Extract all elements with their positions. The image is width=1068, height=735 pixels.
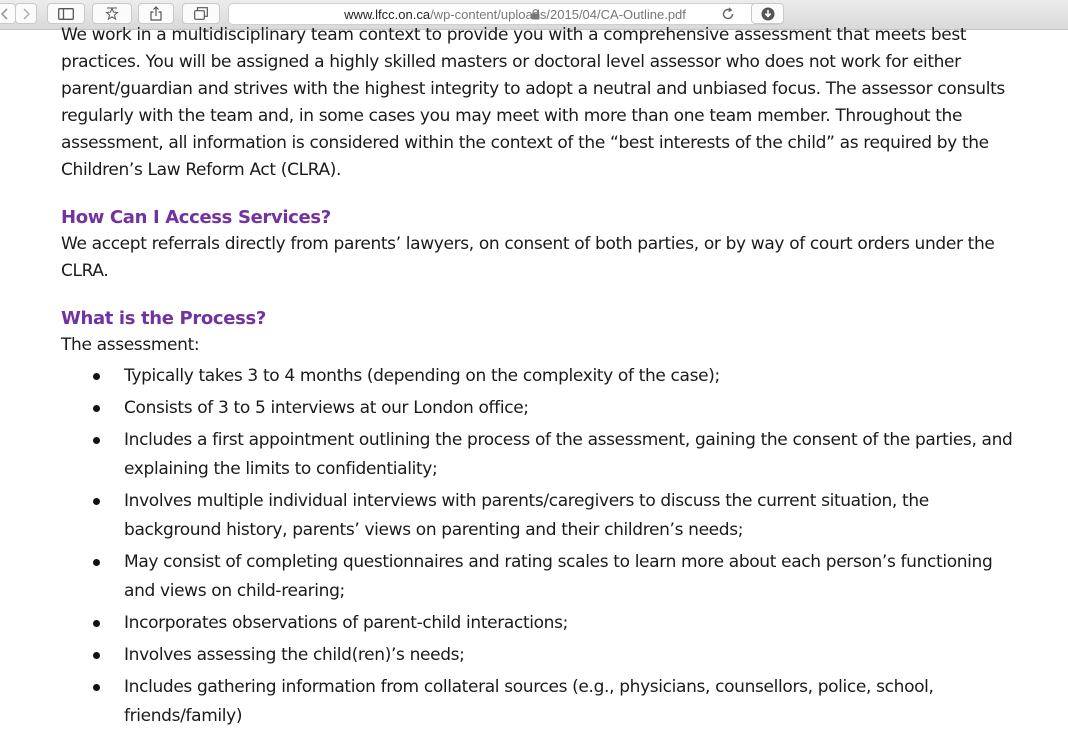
process-lead: The assessment: [61, 335, 200, 355]
url-path: /wp-content/uploads/2015/04/CA-Outline.pdf [430, 7, 686, 22]
section-heading-access: How Can I Access Services? [61, 207, 331, 228]
back-button[interactable] [0, 3, 16, 24]
list-item-text: Typically takes 3 to 4 months (depending on the complexity of the case); [124, 366, 720, 386]
download-button[interactable] [751, 3, 784, 24]
url-text [229, 7, 783, 22]
bullet-icon [93, 559, 100, 566]
bullet-icon [93, 373, 100, 380]
list-item [61, 487, 1021, 545]
list-item-text: Incorporates observations of parent-child interactions; [124, 613, 568, 633]
list-item-text: Includes a first appointment outlining the process of the assessment, gaining the consent of the parties, and explaining the limits to confidentiality; [124, 430, 1013, 479]
sidebar-button[interactable] [47, 3, 85, 24]
bullet-icon [93, 620, 100, 627]
list-item-text: Consists of 3 to 5 interviews at our London office; [124, 398, 529, 418]
access-paragraph: We accept referrals directly from parents’ lawyers, on consent of both parties, or by way of court orders under the CLRA. [61, 234, 995, 281]
list-item [61, 548, 1021, 606]
chevron-right-icon [21, 8, 31, 20]
share-icon [150, 6, 162, 21]
list-item-text: Involves assessing the child(ren)’s needs; [124, 645, 465, 665]
share-button[interactable] [138, 3, 174, 24]
process-list [61, 362, 1021, 731]
list-item [61, 362, 1021, 391]
download-icon [761, 7, 775, 21]
chevron-left-icon [0, 8, 10, 20]
bullet-icon [93, 498, 100, 505]
bullet-icon [93, 684, 100, 691]
bookmarks-icon [105, 7, 119, 21]
list-item [61, 609, 1021, 638]
bookmarks-button[interactable] [92, 3, 132, 24]
list-item [61, 426, 1021, 484]
list-item-text: Involves multiple individual interviews with parents/caregivers to discuss the current situation, the background history, parents’ views on parenting and their children’s needs; [124, 491, 929, 540]
list-item [61, 641, 1021, 670]
intro-paragraph: We work in a multidisciplinary team context to provide you with a comprehensive assessment that meets best practices. You will be assigned a highly skilled masters or doctoral level assessor who does not work for either parent/guardian and strives with the highest integrity to adopt a neutral and unbiased focus. The assessor consults regularly with the team and, in some cases you may meet with more than one team member. Throughout the assessment, all information is considered within the context of the “best interests of the child” as required by the Children’s Law Reform Act (CLRA). [61, 25, 1005, 180]
forward-button[interactable] [15, 3, 37, 24]
url-host: www.lfcc.on.ca [344, 7, 431, 22]
list-item-text: May consist of completing questionnaires and rating scales to learn more about each person’s functioning and views on child-rearing; [124, 552, 993, 601]
list-item [61, 394, 1021, 423]
bullet-icon [93, 405, 100, 412]
list-item-text: Includes gathering information from collateral sources (e.g., physicians, counsellors, police, school, friends/family) [124, 677, 934, 726]
section-heading-process: What is the Process? [61, 308, 266, 329]
sidebar-icon [58, 8, 74, 20]
tabs-icon [194, 7, 208, 20]
bullet-icon [93, 437, 100, 444]
tabs-button[interactable] [182, 3, 220, 24]
reload-icon[interactable] [721, 7, 735, 21]
pdf-document [61, 25, 1021, 731]
list-item [61, 673, 1021, 731]
bullet-icon [93, 652, 100, 659]
